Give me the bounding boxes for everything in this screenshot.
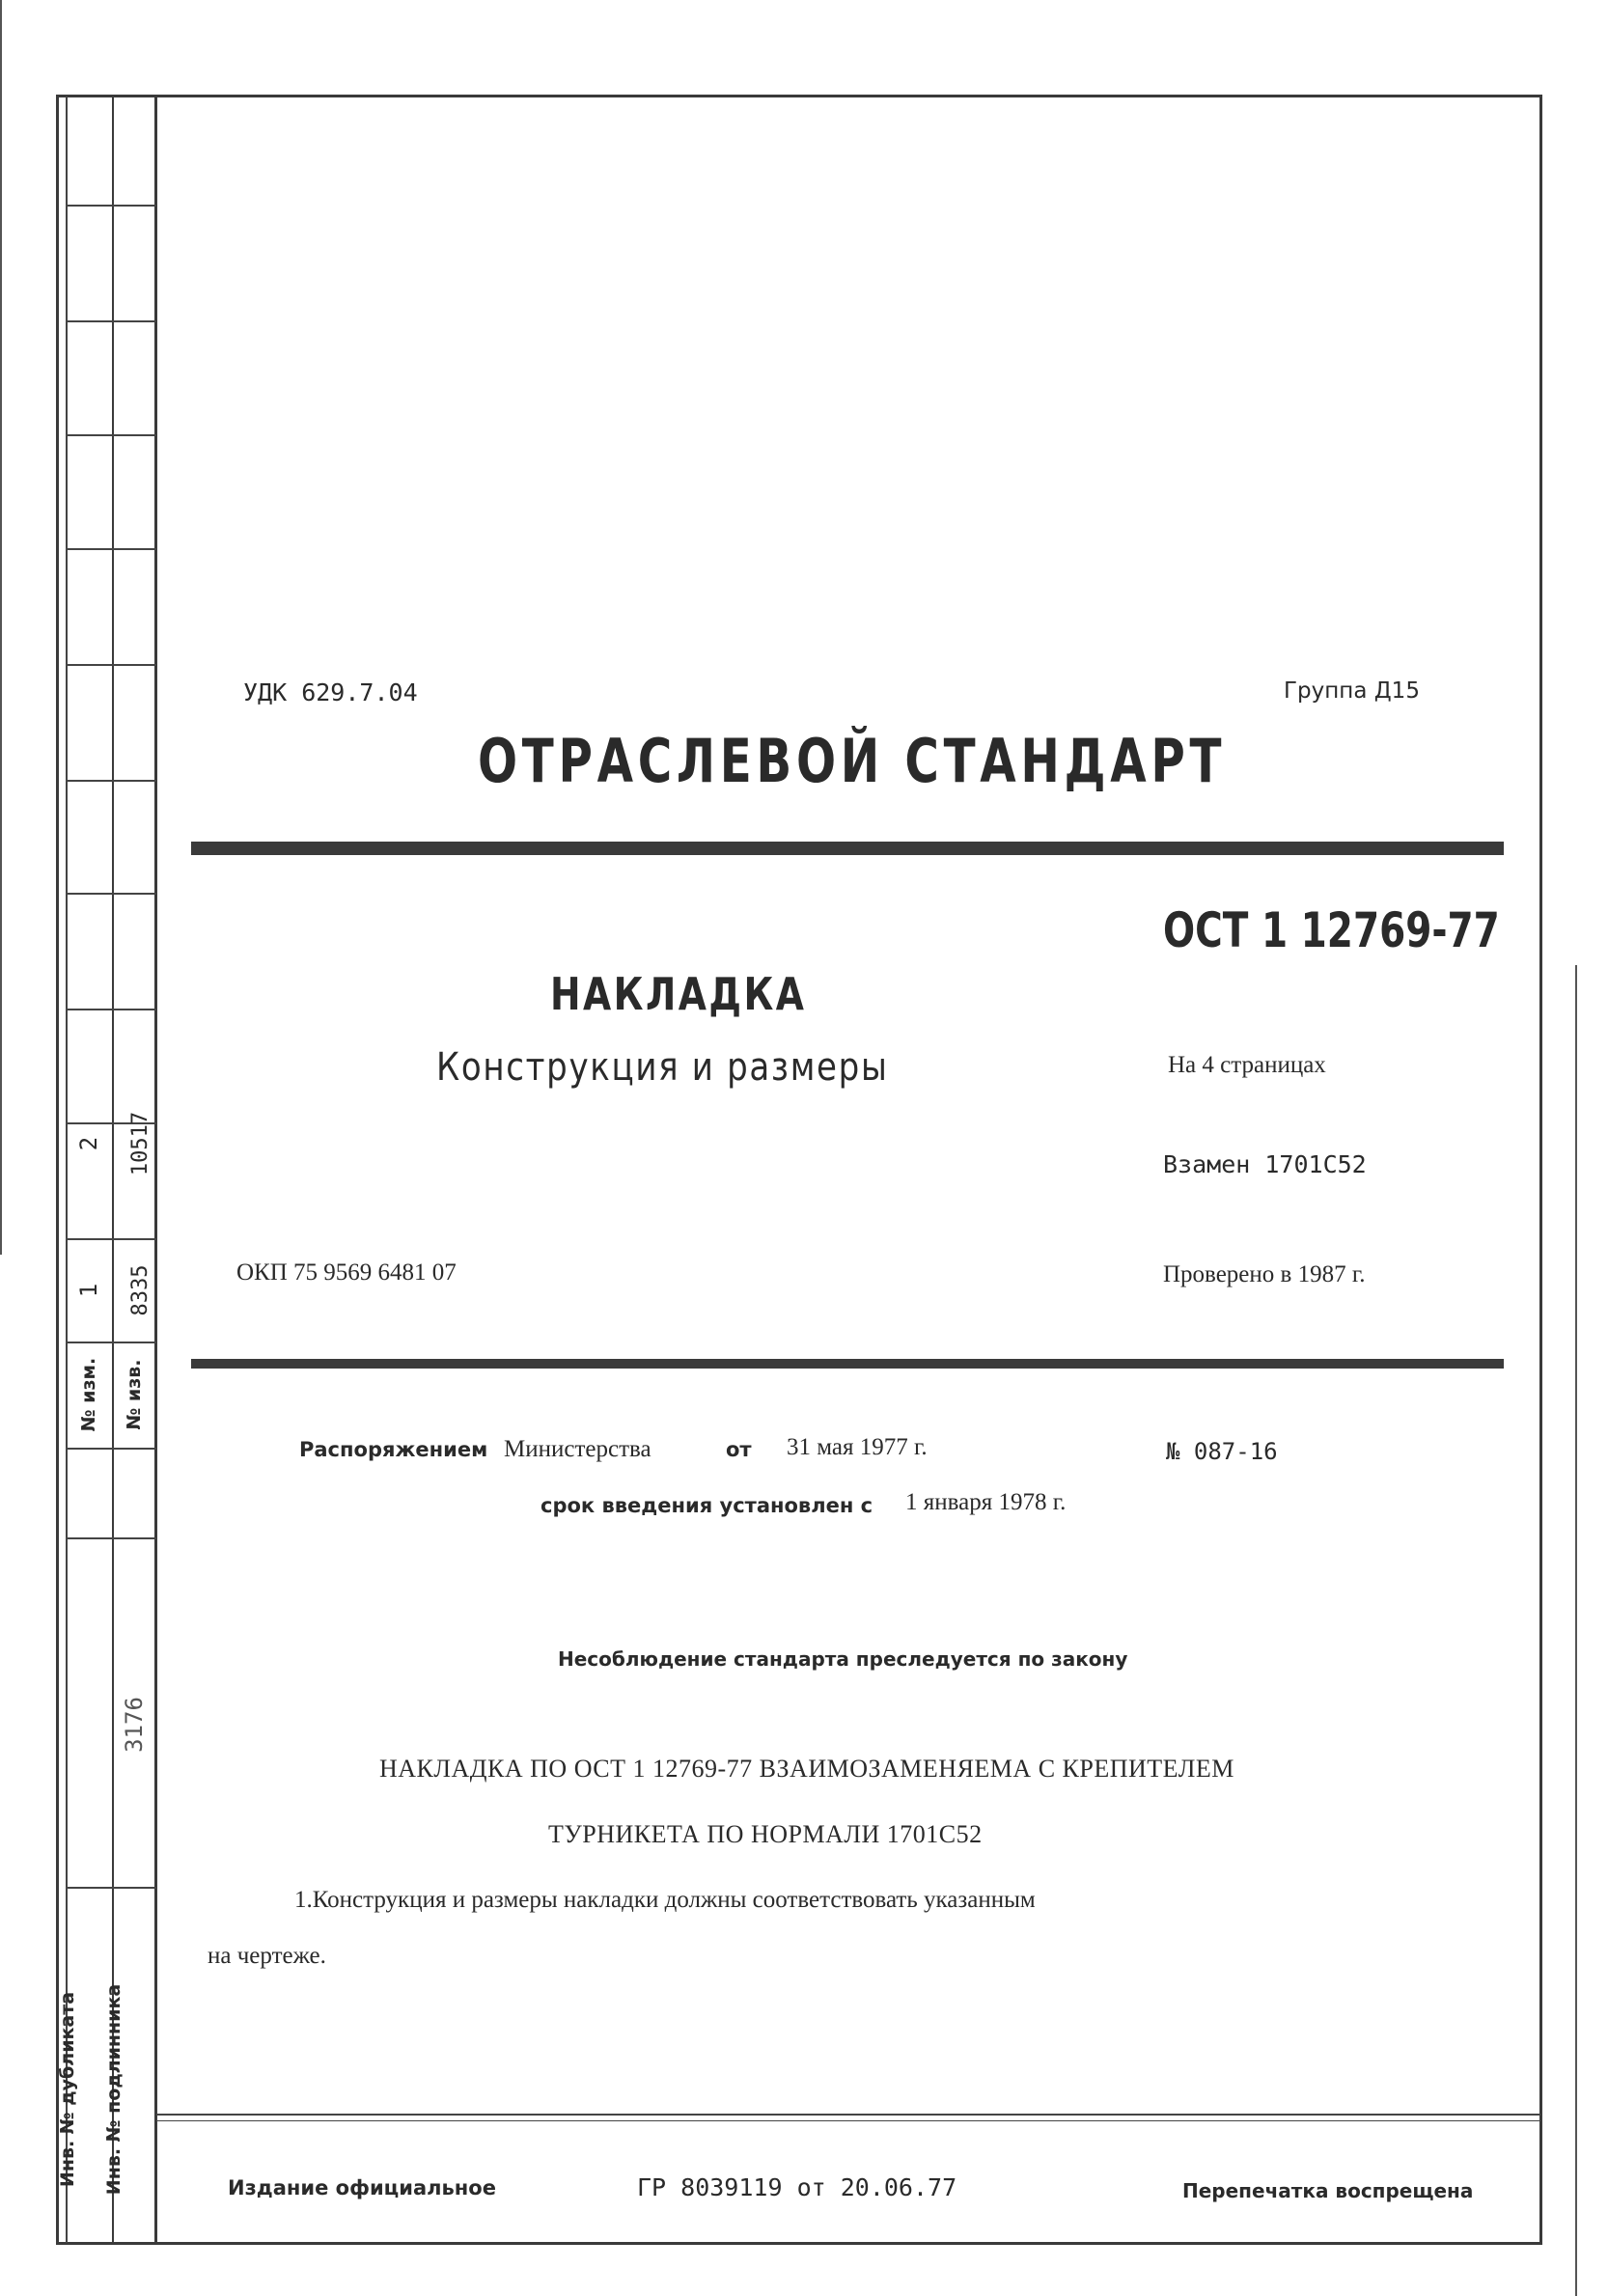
stamp-row-line (66, 320, 156, 322)
intro-date-label: срок введения установлен с (541, 1494, 873, 1517)
change-number-2: 2 (75, 1136, 102, 1151)
stamp-column-divider (112, 97, 114, 2243)
stamp-row-line (66, 1448, 156, 1450)
decree-number: № 087-16 (1166, 1438, 1278, 1465)
document-title: ОТРАСЛЕВОЙ СТАНДАРТ (478, 726, 1227, 796)
stamp-row-line (66, 1887, 156, 1889)
duplicate-inventory-label: Инв. № дубликата (57, 1991, 78, 2188)
clause-1-line1: 1.Конструкция и размеры накладки должны соответствовать указанным (294, 1887, 1036, 1913)
original-inventory-number: 3176 (121, 1697, 148, 1753)
notice-number-8335: 8335 (128, 1264, 152, 1316)
decree-date: 31 мая 1977 г. (787, 1434, 928, 1460)
standard-name: НАКЛАДКА (550, 968, 807, 1020)
section-divider-bar (191, 1359, 1504, 1369)
standard-subtitle: Конструкция и размеры (436, 1045, 889, 1090)
stamp-row-line (66, 205, 156, 207)
stamp-row-line (66, 893, 156, 895)
original-inventory-label: Инв. № подлинника (103, 1983, 125, 2196)
clause-1-line2: на чертеже. (208, 1943, 326, 1969)
replaces-norm: Взамен 1701С52 (1163, 1150, 1367, 1178)
notice-number-10517: 10517 (128, 1111, 152, 1176)
notice-number-label: № изв. (124, 1359, 145, 1430)
intro-date: 1 января 1978 г. (905, 1489, 1067, 1515)
page-right-edge-line (1575, 965, 1577, 2296)
legal-warning: Несоблюдение стандарта преследуется по закону (558, 1647, 1128, 1671)
interchangeability-line1: НАКЛАДКА ПО ОСТ 1 12769-77 ВЗАИМОЗАМЕНЯЕМА С КРЕПИТЕЛЕМ (379, 1755, 1234, 1783)
footer-divider-line (156, 2114, 1540, 2116)
group-code-text: Группа Д15 (1284, 678, 1420, 704)
group-code (1284, 676, 1420, 704)
reprint-prohibited: Перепечатка воспрещена (1182, 2179, 1474, 2202)
page-margin-line (0, 0, 2, 1255)
decree-from: от (726, 1438, 752, 1461)
stamp-row-line (66, 780, 156, 782)
decree-ministry: Министерства (504, 1436, 652, 1462)
stamp-row-line (66, 1537, 156, 1539)
registration-number: ГР 8039119 от 20.06.77 (637, 2173, 957, 2201)
udk-code: УДК 629.7.04 (243, 678, 418, 706)
page-count: На 4 страницах (1168, 1052, 1326, 1078)
stamp-column-border-outer (66, 97, 68, 2243)
footer-divider-line-thin (156, 2120, 1540, 2121)
decree-label: Распоряжением (299, 1438, 488, 1461)
interchangeability-line2: ТУРНИКЕТА ПО НОРМАЛИ 1701С52 (548, 1820, 983, 1848)
standard-number: ОСТ 1 12769-77 (1163, 902, 1500, 958)
checked-year: Проверено в 1987 г. (1163, 1261, 1366, 1287)
change-number-1: 1 (75, 1283, 102, 1298)
okp-code: ОКП 75 9569 6481 07 (236, 1259, 457, 1286)
stamp-row-line (66, 1009, 156, 1010)
official-edition: Издание официальное (228, 2176, 496, 2199)
change-number-label: № изм. (78, 1357, 99, 1432)
stamp-row-line (66, 548, 156, 550)
stamp-row-line (66, 434, 156, 436)
title-underline-bar (191, 842, 1504, 855)
stamp-row-line (66, 664, 156, 666)
